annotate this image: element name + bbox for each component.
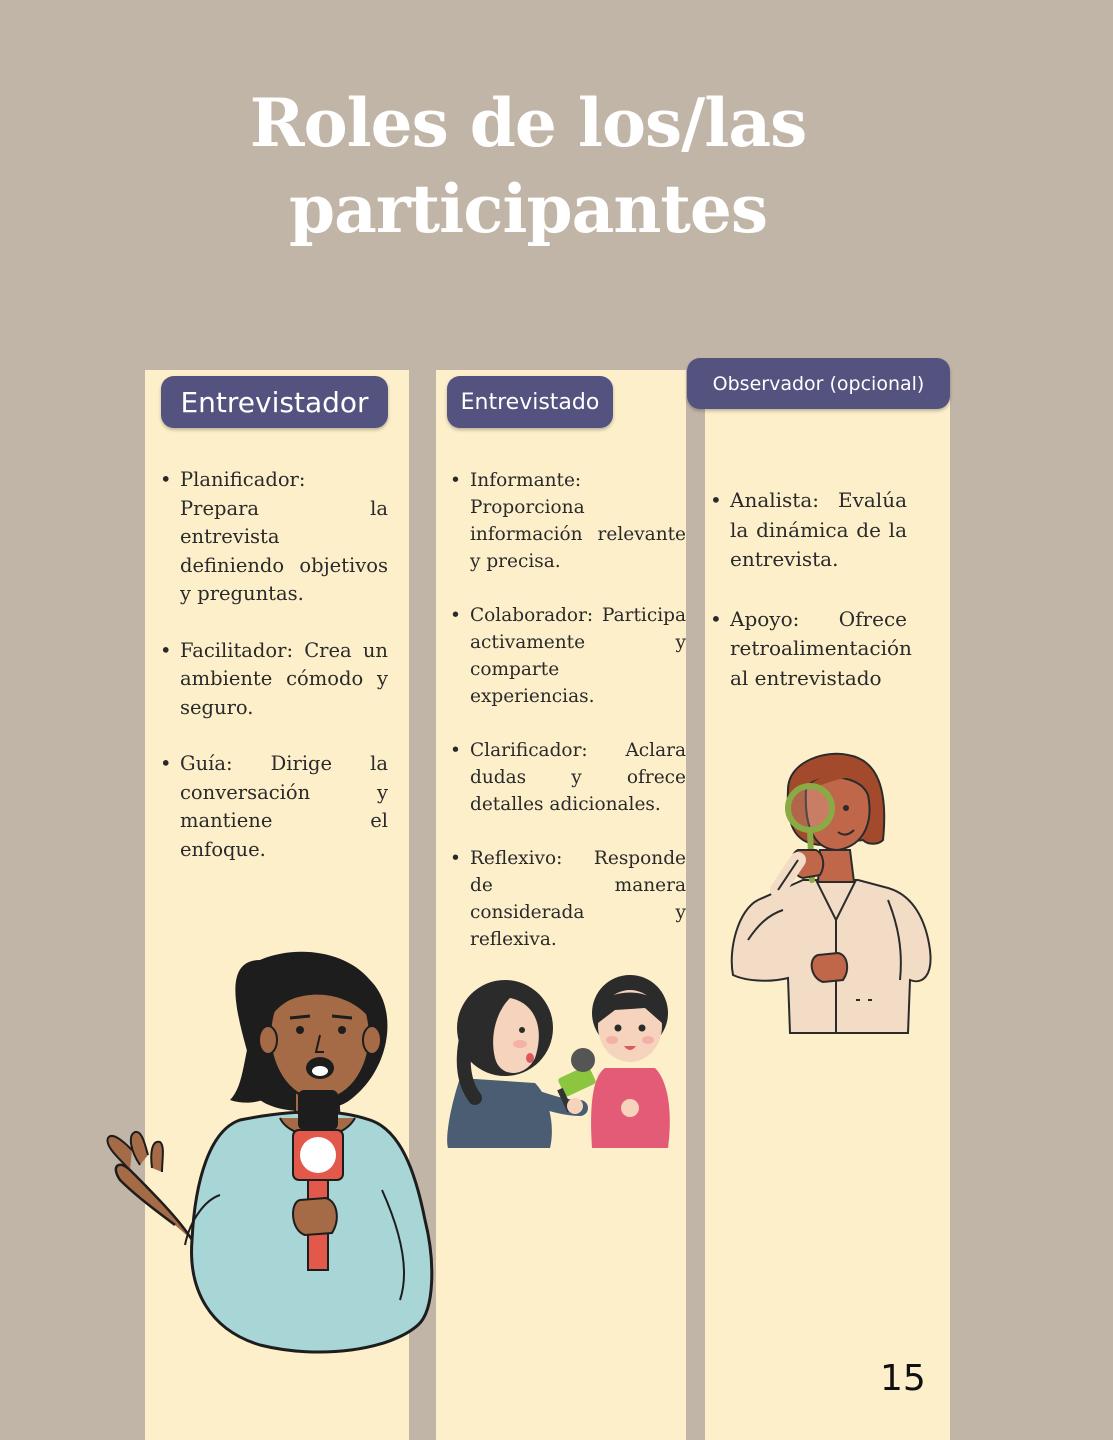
children-interview-illustration	[440, 968, 680, 1153]
interviewer-illustration	[100, 940, 440, 1360]
role-item: • Reflexivo: Responde de manera considerada y reflexiva.	[470, 845, 686, 953]
page-title-line-1: Roles de los/las	[249, 84, 807, 162]
role-item: • Facilitador: Crea un ambiente cómodo y seguro.	[180, 637, 388, 723]
role-item: • Informante: Proporciona información relevante y precisa.	[470, 467, 686, 575]
observador-role-list	[710, 486, 912, 723]
page-title	[0, 80, 1056, 252]
heading-entrevistado: Entrevistado	[447, 376, 613, 428]
role-item: • Colaborador: Participa activamente y comparte experiencias.	[470, 602, 686, 710]
entrevistador-role-list	[160, 466, 388, 892]
role-item: • Apoyo: Ofrece retroalimentación al entrevistado	[730, 605, 907, 694]
entrevistado-role-list	[450, 467, 686, 980]
observer-illustration	[728, 750, 938, 1035]
page-number: 15	[880, 1358, 926, 1399]
role-item: • Clarificador: Aclara dudas y ofrece detalles adicionales.	[470, 737, 686, 818]
role-item: • Planificador: Prepara la entrevista definiendo objetivos y preguntas.	[180, 466, 388, 609]
heading-entrevistador: Entrevistador	[161, 376, 388, 428]
role-item: • Analista: Evalúa la dinámica de la entrevista.	[730, 486, 907, 575]
role-item: • Guía: Dirige la conversación y mantiene el enfoque.	[180, 750, 388, 864]
heading-observador: Observador (opcional)	[687, 358, 950, 409]
page-title-line-2: participantes	[288, 170, 768, 248]
